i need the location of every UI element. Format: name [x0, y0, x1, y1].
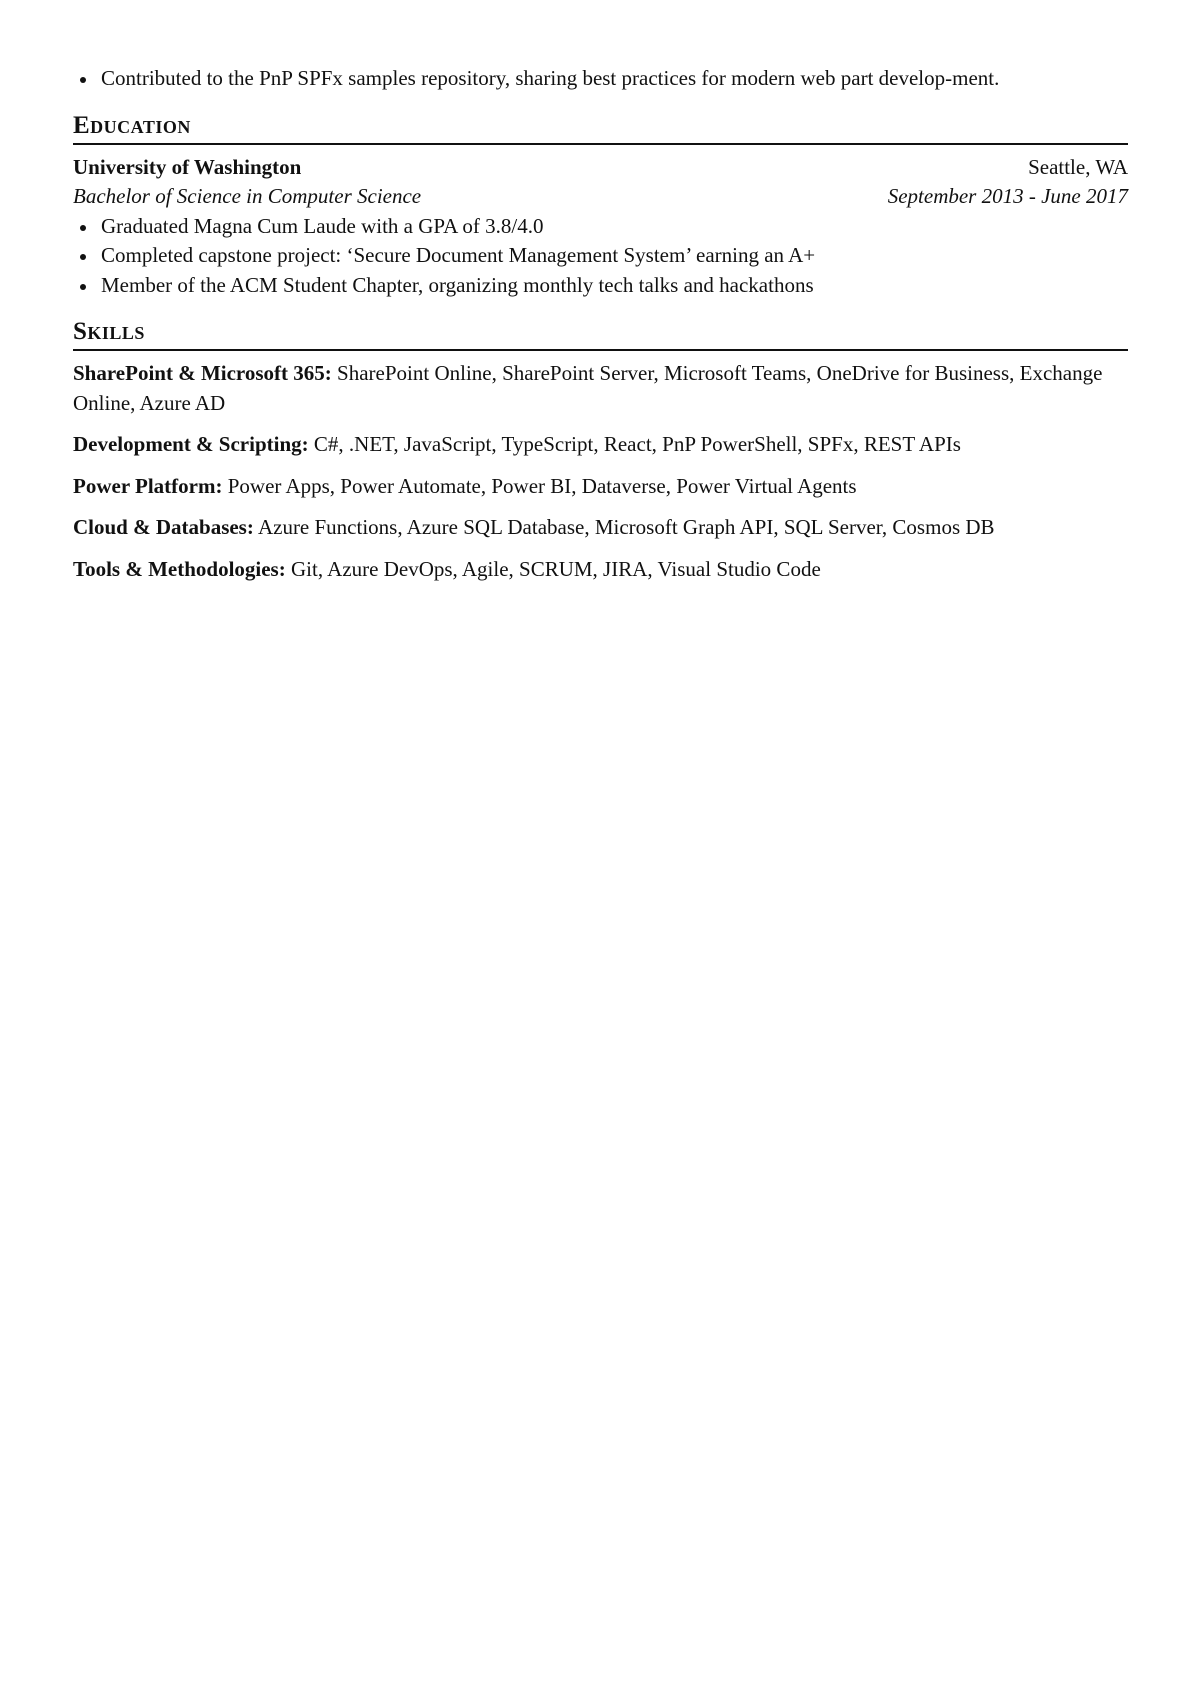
resume-page — [73, 64, 1128, 596]
skill-label: Tools & Methodologies: — [73, 556, 286, 581]
skill-value: Power Apps, Power Automate, Power BI, Dataverse, Power Virtual Agents — [227, 473, 857, 498]
skill-label: SharePoint & Microsoft 365: — [73, 361, 332, 385]
skill-value: C#, .NET, JavaScript, TypeScript, React, PnP PowerShell, SPFx, REST APIs — [313, 432, 961, 456]
skill-row — [73, 359, 1128, 418]
skill-label: Cloud & Databases: — [73, 515, 254, 539]
education-dates: September 2013 - June 2017 — [887, 184, 1128, 208]
skill-row — [73, 555, 1128, 585]
education-school-row — [73, 153, 1128, 183]
skill-label: Development & Scripting: — [73, 432, 309, 456]
skill-label: Power Platform: — [73, 473, 223, 498]
list-item: Completed capstone project: ‘Secure Document Management System’ earning an A+ — [73, 241, 1128, 271]
list-item: Graduated Magna Cum Laude with a GPA of 3.8/4.0 — [73, 212, 1128, 242]
degree: Bachelor of Science in Computer Science — [73, 184, 422, 208]
skill-value: Git, Azure DevOps, Agile, SCRUM, JIRA, Visual Studio Code — [290, 556, 821, 581]
section-divider — [73, 349, 1128, 351]
education-bullets — [73, 212, 1128, 301]
skills-heading: Skills — [73, 318, 145, 345]
education-degree-row — [73, 182, 1128, 212]
school-name: University of Washington — [73, 154, 302, 179]
skill-row — [73, 472, 1128, 502]
school-location: Seattle, WA — [1028, 154, 1128, 179]
skill-value: Azure Functions, Azure SQL Database, Microsoft Graph API, SQL Server, Cosmos DB — [257, 515, 995, 539]
list-item: Contributed to the PnP SPFx samples repository, sharing best practices for modern web part develop-ment. — [73, 64, 1128, 94]
list-item: Member of the ACM Student Chapter, organizing monthly tech talks and hackathons — [73, 271, 1128, 301]
experience-bullets — [73, 64, 1128, 94]
skill-value: SharePoint Online, SharePoint Server, Microsoft Teams, OneDrive for Business, Exchange Online, Azure AD — [73, 361, 1103, 415]
skill-row — [73, 513, 1128, 543]
skill-row — [73, 430, 1128, 460]
education-heading: Education — [73, 111, 191, 139]
section-divider — [73, 143, 1128, 145]
